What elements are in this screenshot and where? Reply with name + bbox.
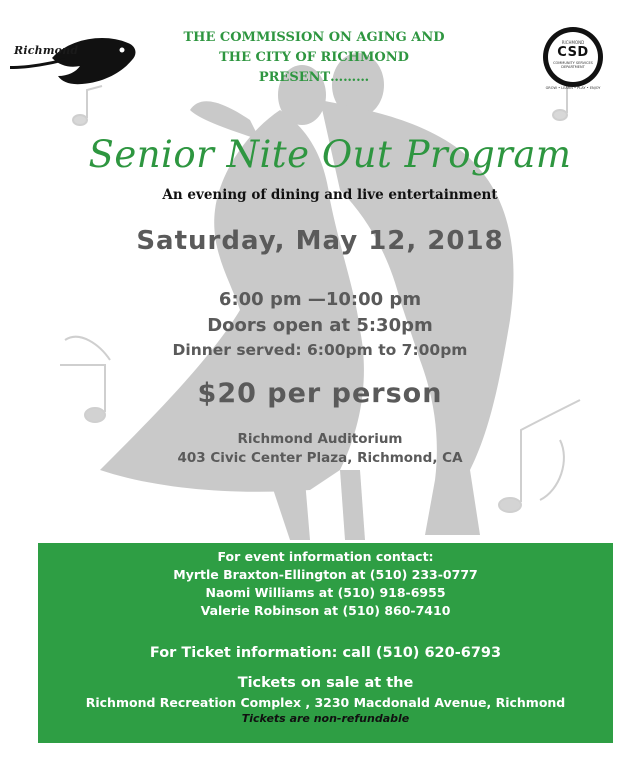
event-time: 6:00 pm —10:00 pm [218,289,422,310]
presenter-line-1: THE COMMISSION ON AGING AND [183,30,445,45]
presenter-heading [150,28,478,88]
ticket-info: For Ticket information: call (510) 620-6793 [149,645,502,661]
program-title: Senior Nite Out Program [88,133,572,176]
contact-line: Naomi Williams at (510) 918-6955 [205,585,446,600]
presenter-line-2: THE CITY OF RICHMOND [219,50,409,65]
venue-name: Richmond Auditorium [237,431,403,447]
event-subtitle: An evening of dining and live entertainment [162,187,498,203]
richmond-logo-text: Richmond [14,44,79,57]
event-date: Saturday, May 12, 2018 [136,226,504,256]
venue-address: 403 Civic Center Plaza, Richmond, CA [177,450,463,466]
ticket-price: $20 per person [197,378,443,409]
dinner-time: Dinner served: 6:00pm to 7:00pm [172,341,468,359]
ticket-sale-heading: Tickets on sale at the [237,675,414,691]
csd-logo-main-text: CSD [557,45,589,60]
presenter-line-3: PRESENT……… [258,70,370,85]
contact-line: Valerie Robinson at (510) 860-7410 [200,603,451,618]
doors-open-time: Doors open at 5:30pm [207,315,433,336]
csd-logo-sub-text: COMMUNITY SERVICES DEPARTMENT [553,61,593,69]
csd-logo-tagline: GROW • LEARN • PLAY • ENJOY [545,86,601,90]
ticket-sale-location: Richmond Recreation Complex , 3230 Macdonald Avenue, Richmond [85,695,566,710]
contact-info-box [38,543,613,743]
csd-logo-top-text: RICHMOND [561,40,585,45]
richmond-bird-logo [10,28,140,90]
refund-note: Tickets are non-refundable [241,712,410,725]
contact-line: Myrtle Braxton-Ellington at (510) 233-0777 [173,567,478,582]
contact-heading: For event information contact: [217,549,434,564]
